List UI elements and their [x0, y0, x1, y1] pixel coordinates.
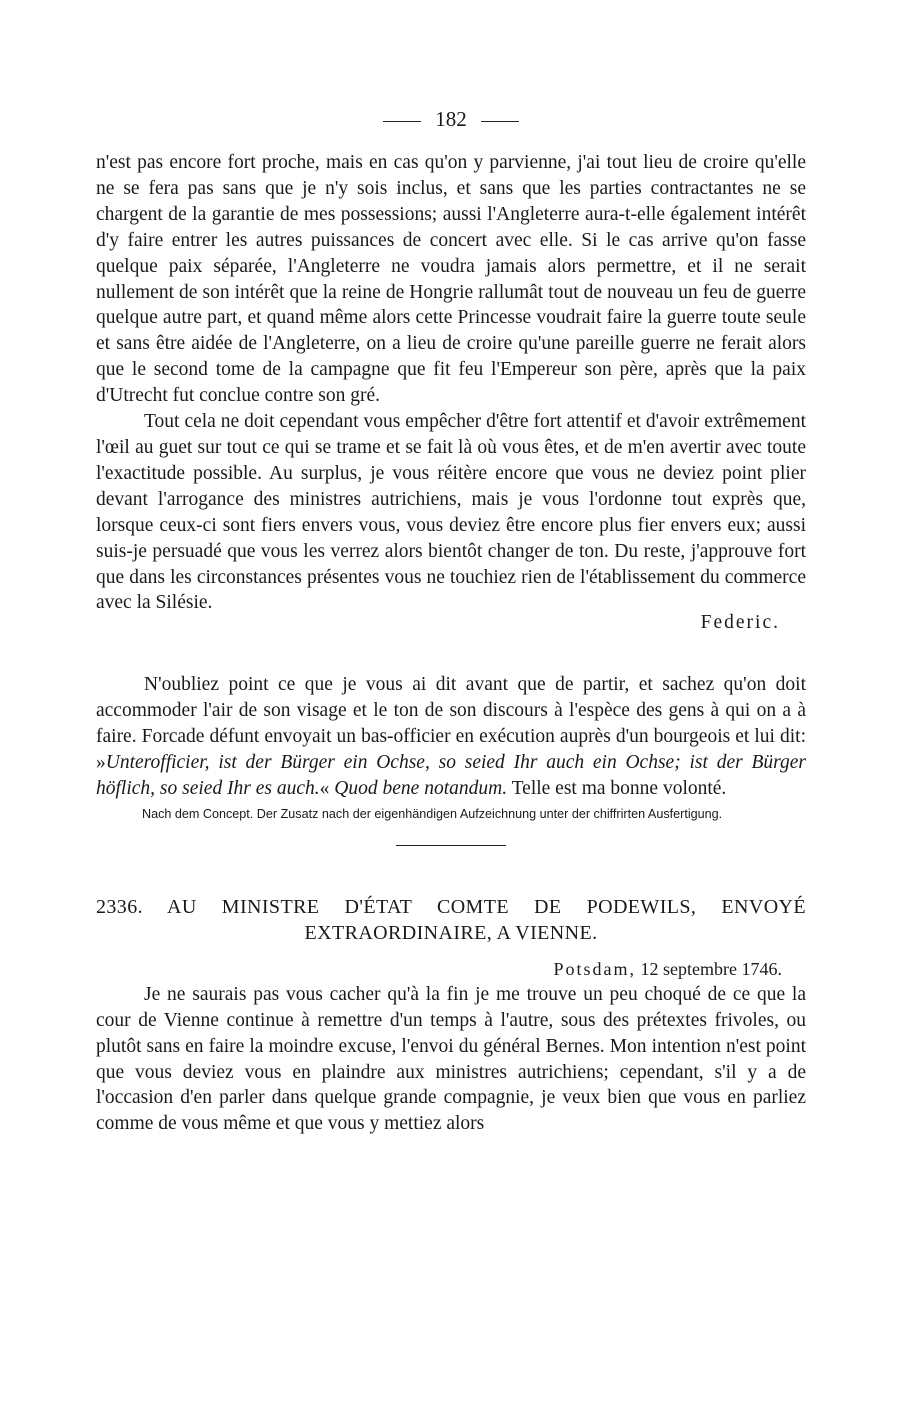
dateline-date: 12 septembre 1746.	[640, 958, 782, 979]
letter1-paragraph1: n'est pas encore fort proche, mais en cas qu'on y parvienne, j'ai tout lieu de croire qu'elle ne se fera pas sans que je n'y sois inclus, et sans que les parties contractantes ne se chargent de la garantie de mes possessions; aussi l'Angleterre aura-t-elle également intérêt d'y faire entrer les autres puissances de concert avec elle. Si le cas arrive qu'on fasse quelque paix séparée, l'Angleterre ne voudra jamais alors permettre, et il ne serait nullement de son intérêt que la reine de Hongrie rallumât tout de nouveau un feu de guerre quelque autre part, et quand même alors cette Princesse voudrait faire la guerre toute seule et sans être aidée de l'Angleterre, on a lieu de croire qu'une pareille guerre ne ferait alors que le second tome de la campagne que fit feu l'Empereur son père, après que la paix d'Utrecht fut conclue contre son gré.	[96, 152, 806, 407]
signature: Federic.	[700, 612, 780, 634]
postscript-text: N'oubliez point ce que je vous ai dit avant que de partir, et sachez qu'on doit accommoder l'air de son visage et le ton de son discours à l'espèce des gens à qui on a à faire. Forcade défunt envoyait un bas-officier en exécution auprès d'un bourgeois et lui dit: »	[96, 674, 806, 774]
header-dash-left	[383, 121, 421, 122]
letter2-body: Je ne saurais pas vous cacher qu'à la fin je me trouve un peu choqué de ce que la cour de Vienne continue à remettre d'un temps à l'autre, sous des prétextes frivoles, ou plutôt sans en faire la moindre excuse, l'envoi du général Bernes. Mon intention n'est point que vous deviez vous en plaindre aux ministres autrichiens; cependant, s'il y a de l'occasion d'en parler dans quelque grande compagnie, je veux bien que vous en parliez comme de vous même et que vous y mettiez alors	[96, 983, 806, 1135]
postscript	[96, 672, 806, 802]
postscript-latin: Quod bene notandum.	[334, 777, 508, 799]
postscript-quote-close: «	[319, 777, 330, 799]
dateline-place: Potsdam,	[553, 958, 637, 979]
letter-number: 2336.	[96, 895, 143, 918]
postscript-closing: Telle est ma bonne volonté.	[511, 777, 727, 799]
header-dash-right	[481, 121, 519, 122]
letter1-paragraph2: Tout cela ne doit cependant vous empêcher d'être fort attentif et d'avoir extrêmement l'œil au guet sur tout ce qui se trame et se fait là où vous êtes, et de m'en avertir avec toute l'exactitude possible. Au surplus, je vous réitère encore que vous ne deviez point plier devant l'arrogance des ministres autrichiens, mais je vous l'ordonne tout exprès que, lorsque ceux-ci sont fiers envers vous, vous deviez être encore plus fier envers eux; aussi suis-je persuadé que vous les verrez alors bientôt changer de ton. Du reste, j'approuve fort que dans les circonstances présentes vous ne touchiez rien de l'établissement du commerce avec la Silésie.	[96, 411, 806, 614]
source-note: Nach dem Concept. Der Zusatz nach der eigenhändigen Aufzeichnung unter der chiffrirten Ausfertigung.	[142, 806, 723, 821]
document-page	[96, 104, 806, 1137]
heading-line2: EXTRAORDINAIRE, A VIENNE.	[304, 921, 598, 944]
section-rule	[396, 845, 506, 846]
heading-line1	[96, 894, 806, 920]
heading-text1: AU MINISTRE D'ÉTAT COMTE DE PODEWILS, ENVOYÉ	[167, 895, 806, 918]
postscript-german-quote: Unterofficier, ist der Bürger ein Ochse, so seied Ihr auch ein Ochse; ist der Bürger höflich, so seied Ihr es auch.	[96, 752, 806, 799]
letter-heading	[96, 894, 806, 946]
page-number: 182	[435, 107, 467, 131]
page-header	[96, 104, 806, 134]
dateline	[96, 956, 806, 982]
